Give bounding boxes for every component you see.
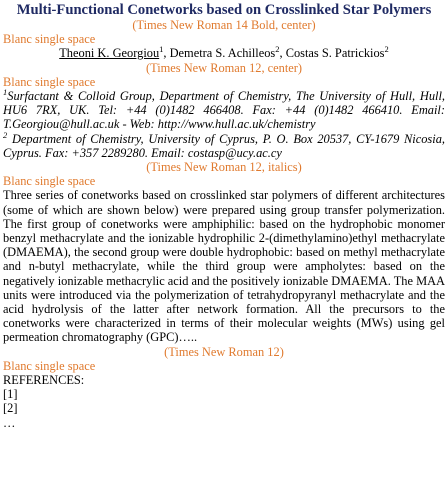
author-line: [3, 46, 445, 60]
author-3-sup: 2: [384, 44, 389, 55]
affiliation-2-text: Department of Chemistry, University of Cyprus, P. O. Box 20537, CY-1679 Nicosia, Cyprus. Fax: +357 2289280. Email: costasp@ucy.ac.cy: [3, 131, 445, 160]
affiliation-1: [3, 86, 445, 132]
affiliations-format-note: (Times New Roman 12, italics): [146, 160, 302, 175]
blank-space-3: Blanc single space: [3, 174, 96, 189]
references-heading: REFERENCES:: [3, 373, 85, 388]
reference-item-2: [2]: [3, 401, 18, 416]
affiliation-1-text: Surfactant & Colloid Group, Department of Chemistry, The University of Hull, Hull, HU6 7RX, UK. Tel: +44 (0)1482 466408. Fax: +44 (0)1482 466410. Email: T.Georgiou@hull.ac.uk - Web: http://www.hull.ac.uk/chemistry: [3, 89, 445, 132]
blank-space-2: Blanc single space: [3, 74, 96, 89]
author-2: Demetra S. Achilleos: [169, 46, 276, 61]
author-2-sup: 2: [275, 44, 280, 55]
references-section: [3, 373, 445, 430]
author-3: Costas S. Patrickios: [285, 46, 385, 61]
abstract-format-note: (Times New Roman 12): [164, 344, 284, 359]
paper-title: Multi-Functional Conetworks based on Crosslinked Star Polymers: [16, 2, 432, 18]
authors-format-note: (Times New Roman 12, center): [145, 60, 303, 75]
reference-item-ellipsis: …: [3, 415, 16, 430]
affiliation-1-sup: 1: [3, 86, 8, 97]
author-sep-1: ,: [163, 46, 170, 61]
author-sep-2: ,: [279, 46, 286, 61]
reference-item-1: [1]: [3, 387, 18, 402]
affiliation-2-sup: 2: [3, 129, 8, 140]
author-1: Theoni K. Georgiou: [59, 46, 160, 61]
blank-space-1: Blanc single space: [3, 32, 96, 47]
blank-space-4: Blanc single space: [3, 358, 96, 373]
affiliation-2: [3, 129, 445, 160]
abstract-text: Three series of conetworks based on crosslinked star polymers of different architectures (some of which are shown below) were prepared using group transfer polymerization. The first group of conetworks were amphiphilic: based on the hydrophobic monomer benzyl methacrylate and the ionizable hydrophilic 2-(dimethylamino)ethyl methacrylate (DMAEMA), the second group were double hydrophobic: based on methyl methacrylate and n-butyl methacrylate, while the third group were ampholytes: based on the negatively ionizable methacrylic acid and the positively ionizable DMAEMA. The MAA units were introduced via the polymerization of tetrahydropyranyl methacrylate and the acid hydrolysis of the latter after network formation. All the precursors to the conetworks were characterized in terms of their molecular weights (MWs) using gel permeation chromatography (GPC)…..: [3, 188, 445, 345]
author-1-sup: 1: [159, 44, 164, 55]
title-format-note: (Times New Roman 14 Bold, center): [132, 18, 316, 32]
